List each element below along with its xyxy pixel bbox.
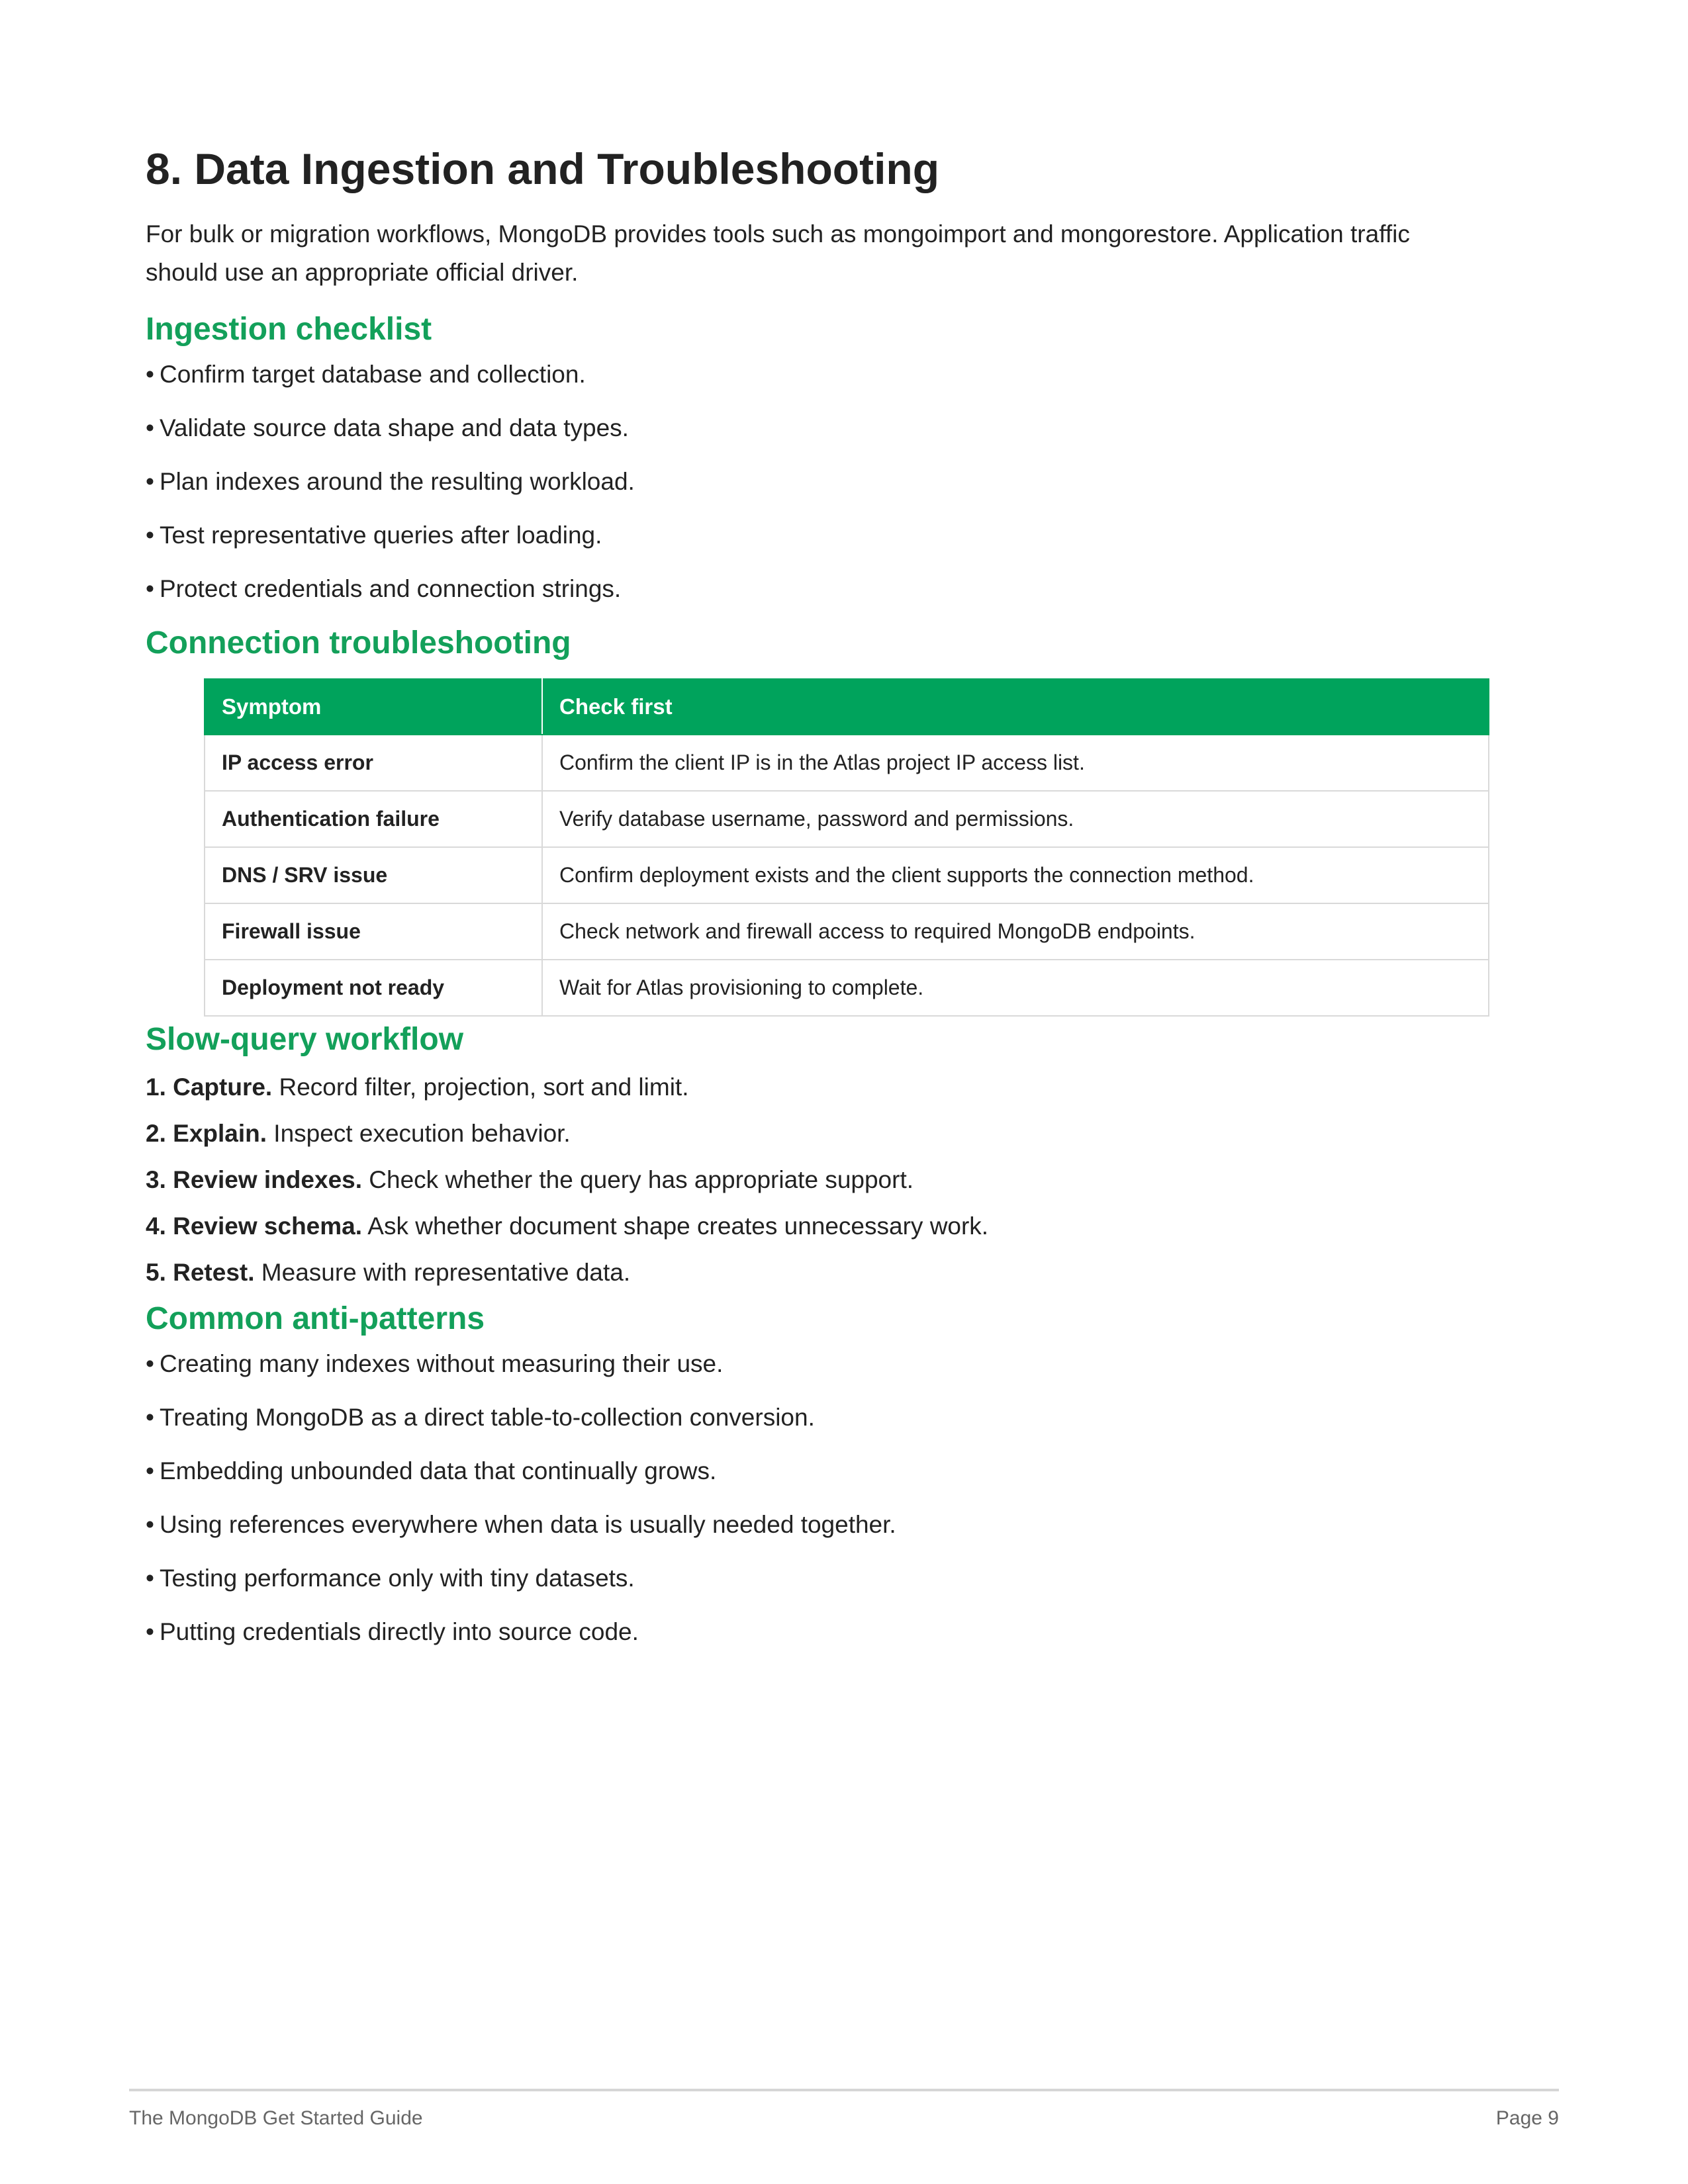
list-item-text: Using references everywhere when data is usually needed together. <box>159 1511 896 1538</box>
step-label: 2. Explain. <box>146 1120 267 1147</box>
page-footer <box>129 2089 1559 2129</box>
bullet: • <box>146 1618 154 1645</box>
troubleshooting-table-wrapper <box>204 678 1488 1017</box>
step-text: Record filter, projection, sort and limit. <box>279 1073 689 1101</box>
page-content <box>146 136 1476 1649</box>
list-item-text: Plan indexes around the resulting workload. <box>159 468 635 495</box>
list-item-text: Creating many indexes without measuring their use. <box>159 1350 724 1377</box>
list-item-text: Testing performance only with tiny datasets. <box>159 1565 635 1592</box>
connection-heading: Connection troubleshooting <box>146 625 571 660</box>
bullet: • <box>146 468 154 495</box>
table-row <box>205 735 1489 791</box>
list-item-text: Treating MongoDB as a direct table-to-collection conversion. <box>159 1404 815 1431</box>
step-text: Inspect execution behavior. <box>273 1120 571 1147</box>
column-header-symptom: Symptom <box>205 679 542 735</box>
check-cell: Check network and firewall access to required MongoDB endpoints. <box>542 903 1489 960</box>
list-item <box>146 1615 1476 1649</box>
symptom-cell: DNS / SRV issue <box>205 847 542 903</box>
symptom-cell: Authentication failure <box>205 791 542 847</box>
intro-paragraph: For bulk or migration workflows, MongoDB provides tools such as mongoimport and mongorestore. Application traffic should use an appropriate official driver. <box>146 220 1410 286</box>
list-item-text: Protect credentials and connection strings. <box>159 575 622 602</box>
list-item-text: Putting credentials directly into source code. <box>159 1618 639 1645</box>
list-item <box>146 465 1476 498</box>
list-item <box>146 1508 1476 1541</box>
ingestion-checklist <box>146 358 1476 606</box>
symptom-cell: Firewall issue <box>205 903 542 960</box>
list-item <box>146 358 1476 391</box>
bullet: • <box>146 522 154 549</box>
list-item <box>146 1347 1476 1381</box>
bullet: • <box>146 414 154 441</box>
bullet: • <box>146 1565 154 1592</box>
check-cell: Confirm deployment exists and the client supports the connection method. <box>542 847 1489 903</box>
table-row <box>205 847 1489 903</box>
footer-guide-title: The MongoDB Get Started Guide <box>129 2107 423 2129</box>
step-item <box>146 1071 1476 1104</box>
anti-patterns-list <box>146 1347 1476 1649</box>
list-item-text: Test representative queries after loading. <box>159 522 602 549</box>
table-row <box>205 791 1489 847</box>
page-title: 8. Data Ingestion and Troubleshooting <box>146 144 940 193</box>
step-text: Check whether the query has appropriate support. <box>369 1166 914 1193</box>
bullet: • <box>146 575 154 602</box>
bullet: • <box>146 1457 154 1484</box>
table-header-row <box>205 679 1489 735</box>
step-label: 5. Retest. <box>146 1259 255 1286</box>
list-item <box>146 1562 1476 1595</box>
table-row <box>205 903 1489 960</box>
slow-query-heading: Slow-query workflow <box>146 1022 464 1057</box>
list-item <box>146 1401 1476 1434</box>
step-text: Ask whether document shape creates unnecessary work. <box>367 1212 989 1240</box>
step-label: 1. Capture. <box>146 1073 273 1101</box>
list-item <box>146 572 1476 606</box>
step-item <box>146 1117 1476 1150</box>
step-label: 4. Review schema. <box>146 1212 363 1240</box>
bullet: • <box>146 1350 154 1377</box>
bullet: • <box>146 361 154 388</box>
symptom-cell: Deployment not ready <box>205 960 542 1016</box>
step-item <box>146 1256 1476 1289</box>
symptom-cell: IP access error <box>205 735 542 791</box>
slow-query-steps <box>146 1071 1476 1289</box>
footer-page-number: Page 9 <box>1495 2107 1559 2129</box>
list-item-text: Validate source data shape and data types. <box>159 414 629 441</box>
step-label: 3. Review indexes. <box>146 1166 363 1193</box>
list-item-text: Confirm target database and collection. <box>159 361 586 388</box>
bullet: • <box>146 1404 154 1431</box>
list-item-text: Embedding unbounded data that continually grows. <box>159 1457 717 1484</box>
column-header-check-first: Check first <box>542 679 1489 735</box>
troubleshooting-table <box>204 678 1489 1017</box>
table-row <box>205 960 1489 1016</box>
list-item <box>146 519 1476 552</box>
bullet: • <box>146 1511 154 1538</box>
check-cell: Verify database username, password and permissions. <box>542 791 1489 847</box>
check-cell: Confirm the client IP is in the Atlas project IP access list. <box>542 735 1489 791</box>
step-text: Measure with representative data. <box>261 1259 631 1286</box>
list-item <box>146 1455 1476 1488</box>
step-item <box>146 1163 1476 1197</box>
step-item <box>146 1210 1476 1243</box>
list-item <box>146 412 1476 445</box>
check-cell: Wait for Atlas provisioning to complete. <box>542 960 1489 1016</box>
anti-patterns-heading: Common anti-patterns <box>146 1301 485 1336</box>
ingestion-heading: Ingestion checklist <box>146 312 432 347</box>
